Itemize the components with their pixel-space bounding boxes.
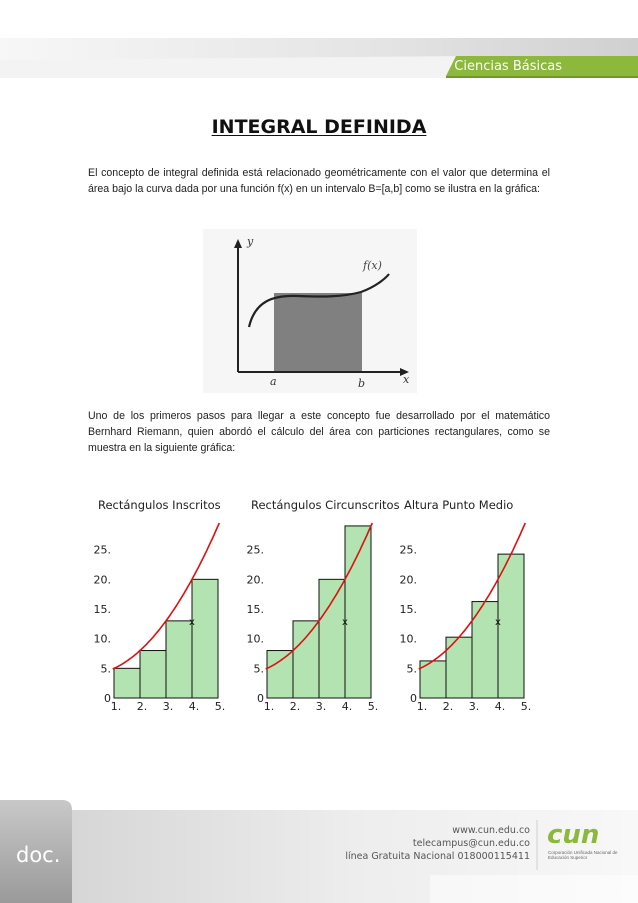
riemann-chart-3 [400,498,532,713]
logo-text: cun [547,820,600,849]
contact-info [345,824,530,863]
x-tick-label: 2. [136,700,148,713]
x-tick-label: 1. [110,700,122,713]
chart-title: Rectángulos Inscritos [98,498,221,512]
y-tick-label: 0 [257,692,264,705]
x-tick-label: 4. [188,700,200,713]
x-tick-label: 3. [468,700,480,713]
y-axis-label: y [247,235,254,248]
y-tick-label: 25. [246,543,264,557]
b-label: b [358,377,366,390]
x-tick-label: 3. [162,700,174,713]
chart-bar [192,579,218,698]
x-tick-label: 4. [494,700,506,713]
phone-text: línea Gratuita Nacional 018000115411 [345,851,530,862]
y-tick-label: 5. [253,662,264,676]
curve-label: f(x) [363,259,382,272]
x-tick-label: 5. [520,700,532,713]
y-tick-label: 10. [399,632,417,646]
x-tick-label: 4. [341,700,353,713]
y-tick-label: 10. [93,632,111,646]
doc-label: doc. [16,843,61,867]
chart-bar [319,579,345,698]
chart-bar [345,526,371,698]
x-tick-label: 5. [367,700,379,713]
y-tick-label: 5. [406,662,417,676]
a-label: a [270,375,277,388]
riemann-paragraph: Uno de los primeros pasos para llegar a este concepto fue desarrollado por el matemático Bernhard Riemann, quien abordó el cálculo del área con particiones rectangulares, como se muestra en la siguiente gráfica: [88,410,550,454]
x-tick-label: 1. [416,700,428,713]
y-tick-label: 0 [410,692,417,705]
chart-bar [166,621,192,698]
y-tick-label: 20. [246,573,264,587]
chart-bar [498,554,524,698]
y-tick-label: 15. [246,603,264,616]
y-tick-label: 15. [399,603,417,616]
chart-title: Rectángulos Circunscritos [251,498,400,512]
x-axis-label: x [403,373,410,386]
chart-bar [114,668,140,698]
riemann-chart-1 [94,498,226,713]
x-tick-label: 5. [214,700,226,713]
chart-bar [140,651,166,698]
x-tick-label: 2. [442,700,454,713]
institution-name: Corporación Unificada Nacional de Educación Superior [548,850,618,860]
x-tick-label: 3. [315,700,327,713]
email-text: telecampus@cun.edu.co [412,838,530,849]
y-tick-label: 15. [93,603,111,616]
y-tick-label: 25. [93,543,111,557]
footer-decoration [0,790,638,903]
chart-bar [267,651,293,698]
chart-bar [293,621,319,698]
y-tick-label: 10. [246,632,264,646]
y-tick-label: 20. [399,573,417,587]
header-bar [0,38,638,78]
riemann-chart-2 [247,498,400,713]
x-tick-label: 1. [263,700,275,713]
riemann-charts-figure [84,490,554,715]
website-text: www.cun.edu.co [452,825,530,836]
marker-label: x [495,616,501,628]
area-under-curve-figure [203,229,417,393]
y-tick-label: 5. [100,662,111,676]
y-tick-label: 0 [104,692,111,705]
cun-logo [545,817,631,849]
section-label: Ciencias Básicas [454,59,562,74]
marker-label: x [342,616,348,628]
intro-paragraph: El concepto de integral definida está relacionado geométricamente con el valor que determina el área bajo la curva dada por una función f(x) en un intervalo B=[a,b] como se ilustra en la gráfica: [88,167,550,195]
x-tick-label: 2. [289,700,301,713]
y-tick-label: 25. [399,543,417,557]
y-tick-label: 20. [93,573,111,587]
page-title: INTEGRAL DEFINIDA [211,116,427,138]
marker-label: x [189,616,195,628]
shaded-area [274,293,362,372]
chart-title: Altura Punto Medio [404,498,514,512]
